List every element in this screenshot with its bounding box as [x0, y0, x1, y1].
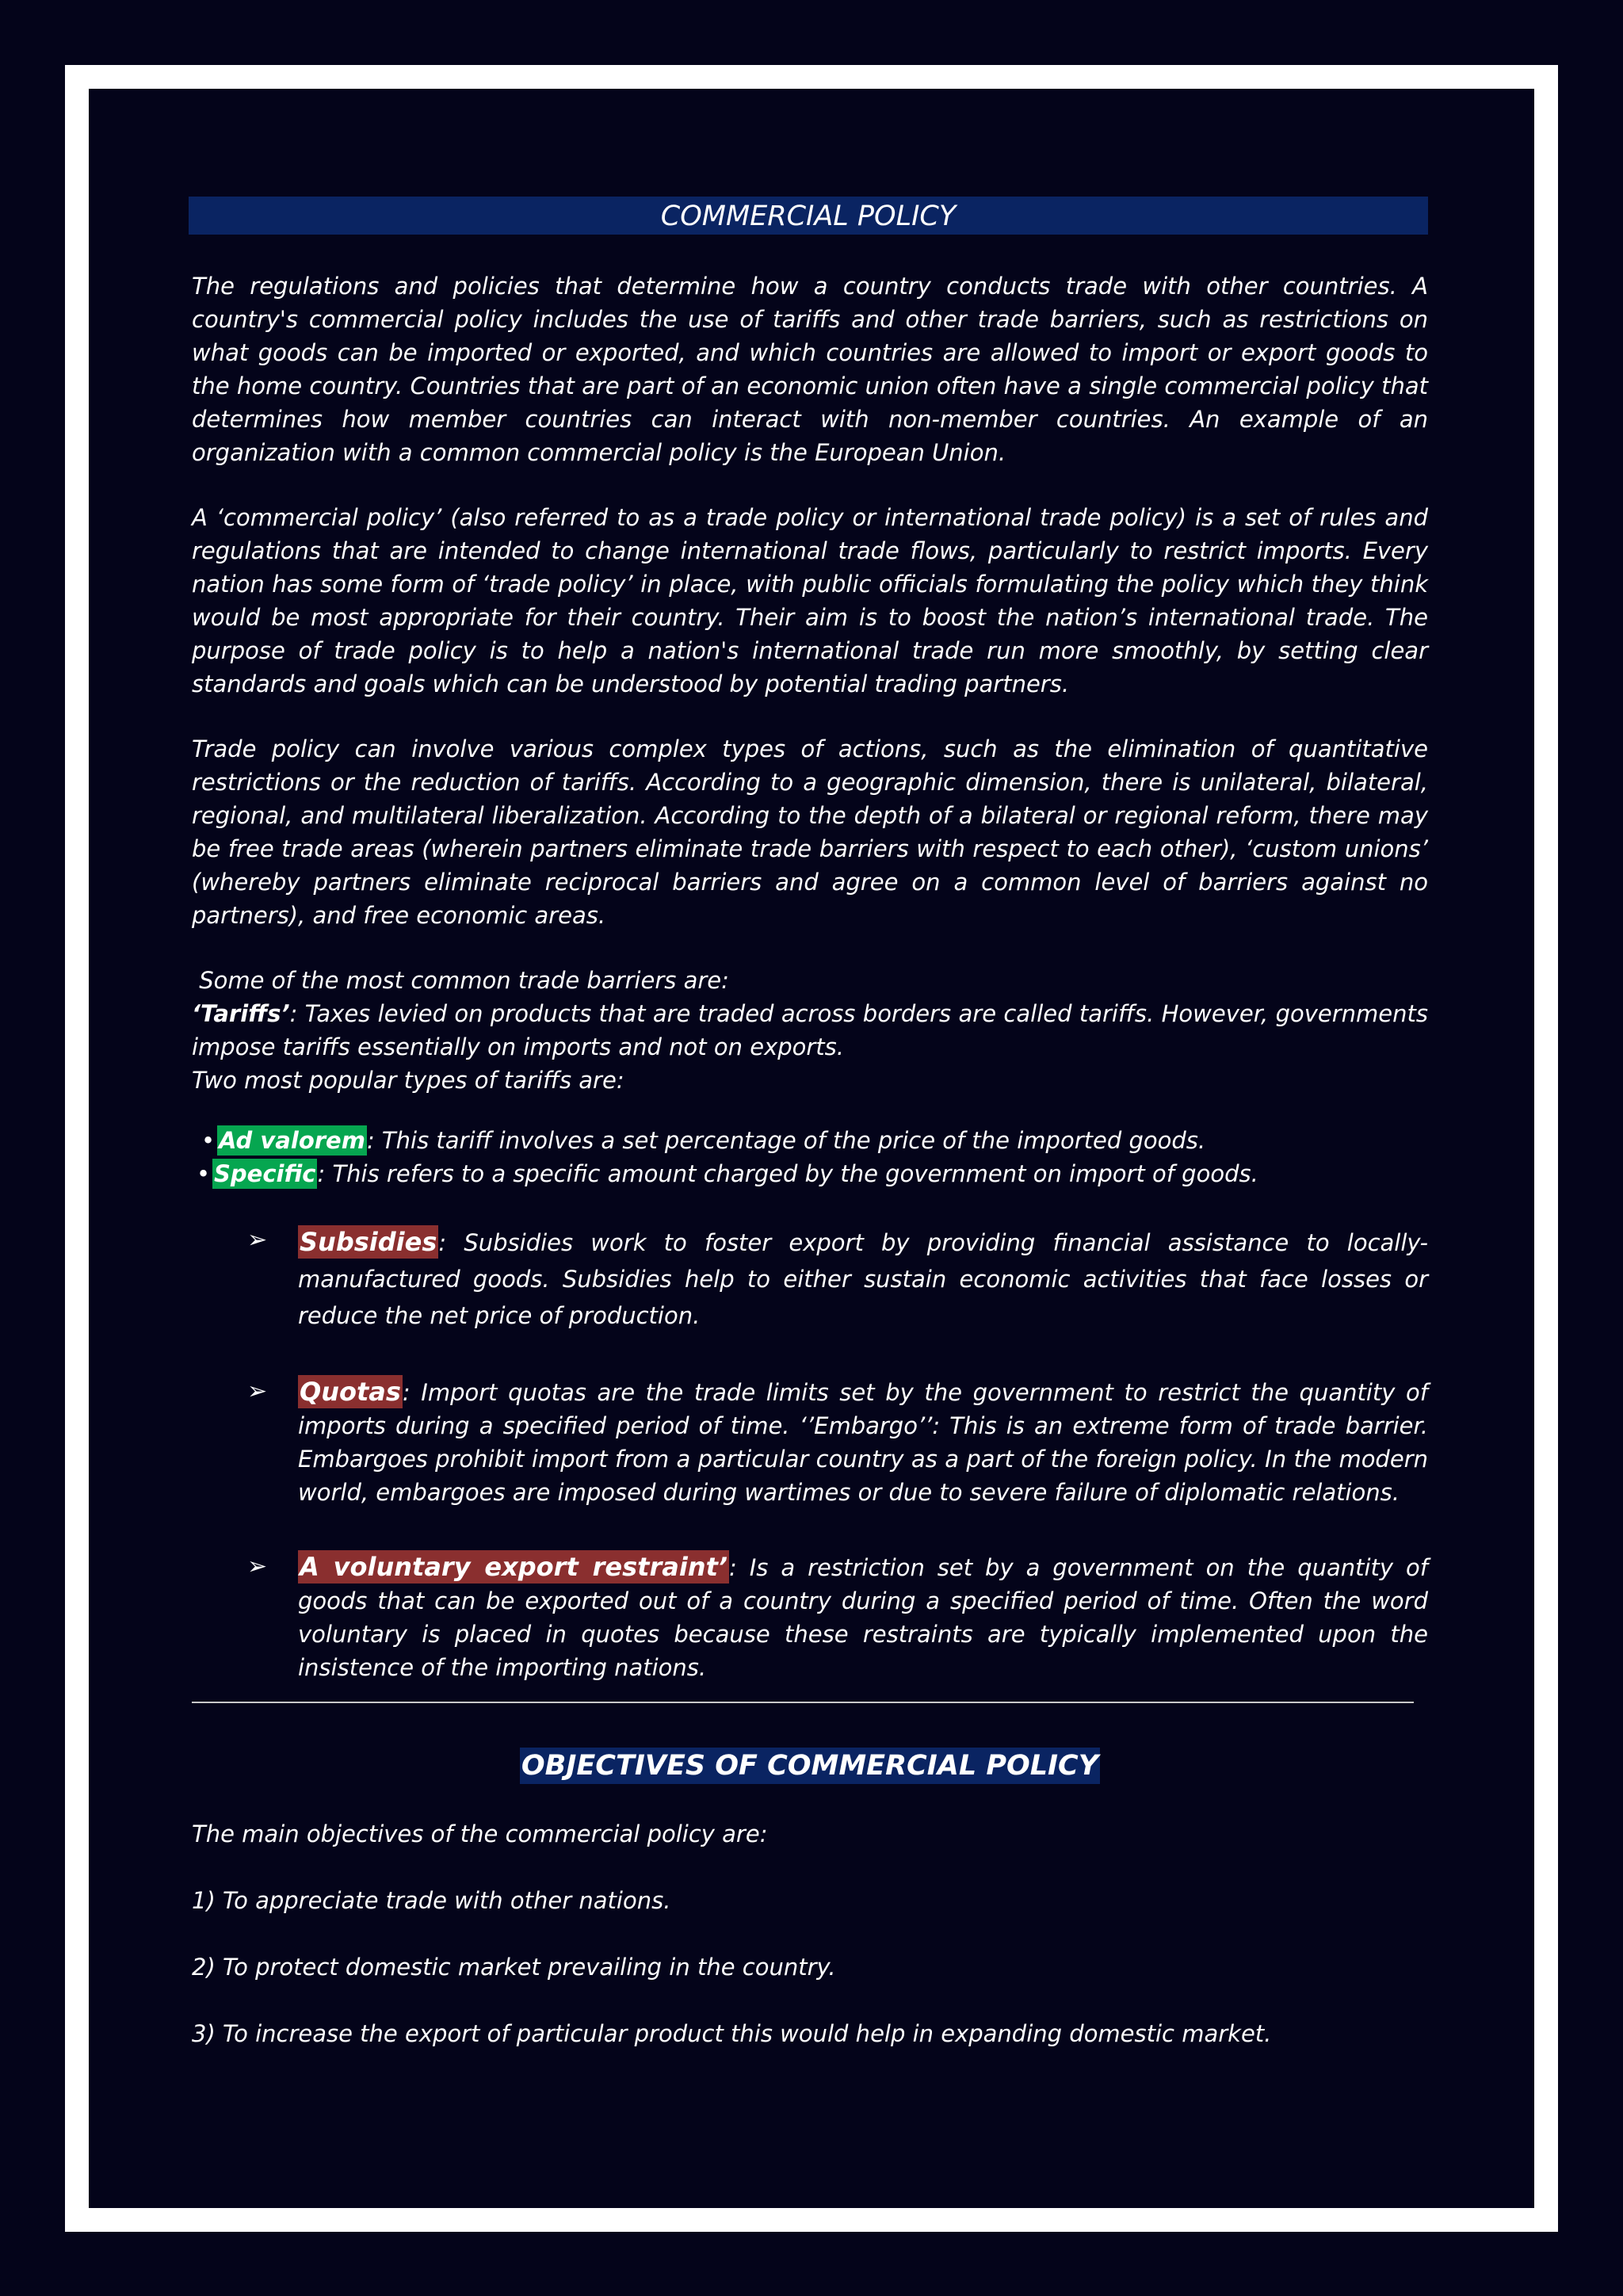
- ad-valorem-text: : This tariff involves a set percentage of the price of the imported goods.: [366, 1127, 1206, 1154]
- paragraph-actions: Trade policy can involve various complex types of actions, such as the elimination of quantitative restrictions or the reduction of tariffs. According to a geographic dimension, there is unilateral, bilateral, regional, and multilateral liberalization. According to the depth of a bilateral or regional reform, there may be free trade areas (wherein partners eliminate trade barriers with respect to each other), ‘custom unions’ (whereby partners eliminate reciprocal barriers and agree on a common level of barriers against no partners), and free economic areas.: [192, 735, 1428, 929]
- objectives-intro: The main objectives of the commercial policy are:: [192, 1820, 768, 1847]
- subsidies-text: : Subsidies work to foster export by providing financial assistance to locally-manufactured goods. Subsidies help to either sustain economic activities that face losses or reduce the net price of production.: [298, 1229, 1428, 1329]
- tariffs-text: : Taxes levied on products that are traded across borders are called tariffs. However, governments impose tariffs essentially on imports and not on exports.: [192, 1000, 1428, 1060]
- bullet-icon: •: [197, 1160, 211, 1187]
- tariffs-paragraph: [192, 997, 1428, 1064]
- tariff-types-list: [192, 1124, 1428, 1190]
- objective-item: 1) To appreciate trade with other nations.: [192, 1887, 671, 1914]
- tariffs-label: ‘Tariffs’: [192, 1000, 290, 1027]
- arrow-bullet-icon: ➢: [247, 1553, 268, 1580]
- bullet-icon: •: [201, 1127, 216, 1154]
- paragraph-intro: The regulations and policies that determine how a country conducts trade with other countries. A country's commercial policy includes the use of tariffs and other trade barriers, such as restrictions on what goods can be imported or exported, and which countries are allowed to import or export goods to the home country. Countries that are part of an economic union often have a single commercial policy that determines how member countries can interact with non-member countries. An example of an organization with a common commercial policy is the European Union.: [192, 273, 1428, 466]
- quotas-label: Quotas: [300, 1377, 401, 1407]
- list-item: [192, 1124, 1428, 1157]
- barriers-intro: Some of the most common trade barriers are:: [192, 967, 729, 994]
- arrow-bullet-icon: ➢: [247, 1377, 268, 1405]
- voluntary-export-restraint-label: A voluntary export restraint’: [300, 1552, 728, 1582]
- barrier-quotas: [192, 1375, 1428, 1509]
- document-content: [192, 197, 1428, 2050]
- horizontal-divider: [192, 1702, 1414, 1703]
- quotas-text: : Import quotas are the trade limits set by the government to restrict the quantity of imports during a specified period of time. ‘’Embargo’’: This is an extreme form of trade barrier. Embargoes prohibit import from a particular country as a part of the foreign policy. In the modern world, embargoes are imposed during wartimes or due to severe failure of diplomatic relations.: [298, 1379, 1428, 1506]
- barrier-subsidies: [192, 1224, 1428, 1334]
- subsidies-label: Subsidies: [300, 1227, 437, 1257]
- objectives-title: OBJECTIVES OF COMMERCIAL POLICY: [520, 1748, 1100, 1784]
- objective-item: 3) To increase the export of particular product this would help in expanding domestic market.: [192, 2020, 1272, 2047]
- list-item: [187, 1157, 1428, 1190]
- specific-label: Specific: [214, 1160, 316, 1187]
- specific-text: : This refers to a specific amount charged by the government on import of goods.: [317, 1160, 1258, 1187]
- arrow-bullet-icon: ➢: [247, 1226, 268, 1254]
- objective-item: 2) To protect domestic market prevailing in the country.: [192, 1954, 836, 1981]
- tariff-types-intro: Two most popular types of tariffs are:: [192, 1067, 624, 1094]
- barrier-voluntary-export-restraint: [192, 1550, 1428, 1684]
- ad-valorem-label: Ad valorem: [219, 1127, 365, 1154]
- paragraph-definition: A ‘commercial policy’ (also referred to as a trade policy or international trade policy) is a set of rules and regulations that are intended to change international trade flows, particularly to restrict imports. Every nation has some form of ‘trade policy’ in place, with public officials formulating the policy which they think would be most appropriate for their country. Their aim is to boost the nation’s international trade. The purpose of trade policy is to help a nation's international trade run more smoothly, by setting clear standards and goals which can be understood by potential trading partners.: [192, 504, 1428, 697]
- page-title: COMMERCIAL POLICY: [189, 197, 1428, 235]
- document-page: [89, 89, 1534, 2208]
- voluntary-export-restraint-text: : Is a restriction set by a government on the quantity of goods that can be exported out of a country during a specified period of time. Often the word voluntary is placed in quotes because these restraints are typically implemented upon the insistence of the importing nations.: [298, 1554, 1428, 1681]
